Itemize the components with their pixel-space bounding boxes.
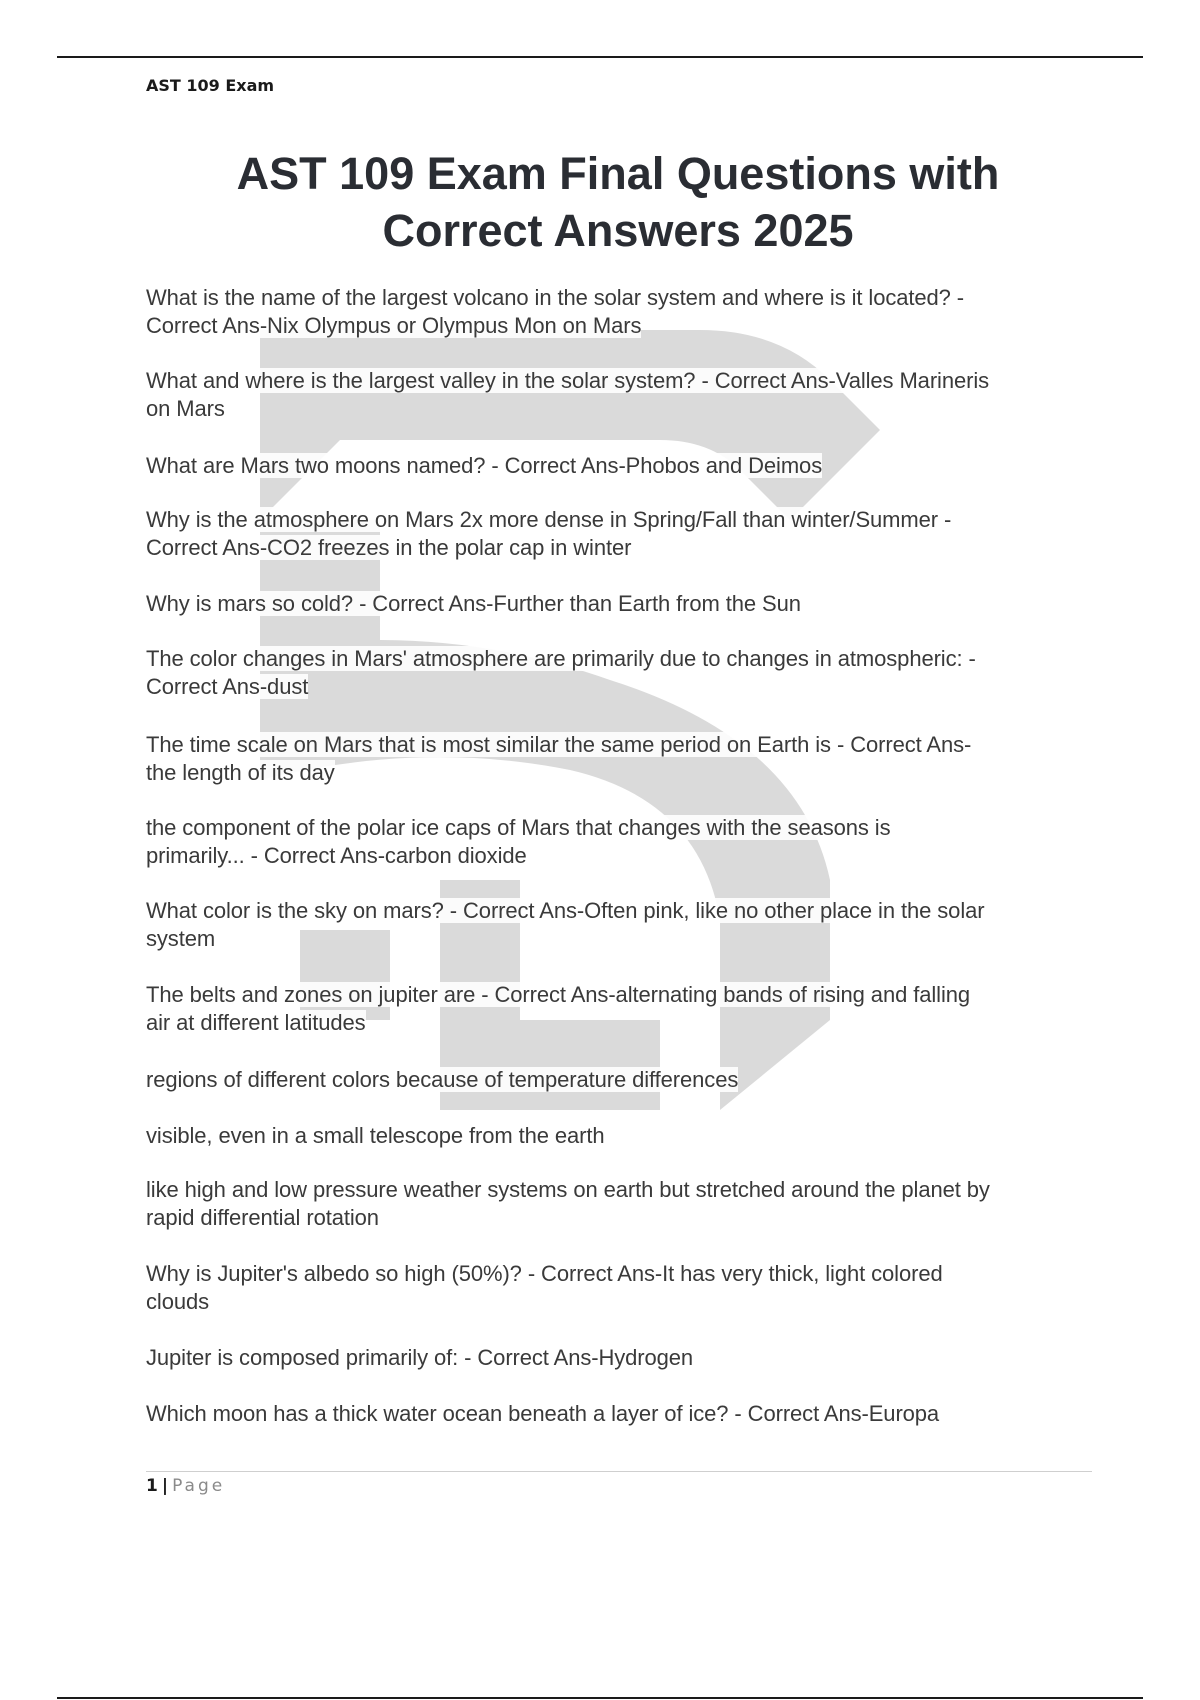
qa-item: [146, 590, 1096, 618]
qa-line-text: What and where is the largest valley in the solar system? - Correct Ans-Valles Marineris: [146, 368, 990, 393]
qa-line-text: The time scale on Mars that is most similar the same period on Earth is - Correct Ans-: [146, 732, 972, 757]
qa-line-text: the component of the polar ice caps of Mars that changes with the seasons is: [146, 815, 891, 840]
qa-line: [146, 897, 1096, 925]
title-line-1: AST 109 Exam Final Questions with: [236, 148, 1000, 199]
qa-line: [146, 506, 1096, 534]
qa-item: [146, 814, 1096, 870]
qa-item: [146, 1400, 1096, 1428]
qa-line-text: What color is the sky on mars? - Correct Ans-Often pink, like no other place in the solar: [146, 898, 985, 923]
qa-line: [146, 312, 1096, 340]
page-footer: [146, 1476, 225, 1496]
page-label: Page: [172, 1476, 226, 1496]
qa-line: [146, 1288, 1096, 1316]
qa-line-text: The color changes in Mars' atmosphere are primarily due to changes in atmospheric: -: [146, 646, 976, 671]
qa-line-text: What is the name of the largest volcano in the solar system and where is it located? -: [146, 285, 965, 310]
qa-line: [146, 1400, 1096, 1428]
qa-line-text: the length of its day: [146, 760, 335, 785]
qa-line: [146, 981, 1096, 1009]
footer-separator: |: [161, 1476, 169, 1496]
bottom-rule: [57, 1697, 1143, 1699]
qa-line: [146, 673, 1096, 701]
qa-line: [146, 452, 1096, 480]
qa-line-text: air at different latitudes: [146, 1010, 366, 1035]
qa-line-text: Correct Ans-dust: [146, 674, 309, 699]
qa-item: [146, 1122, 1096, 1150]
qa-line-text: system: [146, 926, 216, 951]
qa-line: [146, 367, 1096, 395]
qa-line: [146, 759, 1096, 787]
footer-rule: [146, 1471, 1092, 1472]
qa-line: [146, 284, 1096, 312]
qa-item: [146, 452, 1096, 480]
qa-line: [146, 925, 1096, 953]
qa-line: [146, 1009, 1096, 1037]
qa-item: [146, 506, 1096, 562]
qa-item: [146, 981, 1096, 1037]
qa-item: [146, 1066, 1096, 1094]
qa-line: [146, 1066, 1096, 1094]
top-rule: [57, 56, 1143, 58]
qa-line-text: clouds: [146, 1289, 209, 1314]
qa-line-text: Jupiter is composed primarily of: - Correct Ans-Hydrogen: [146, 1345, 694, 1370]
qa-line: [146, 645, 1096, 673]
qa-line: [146, 731, 1096, 759]
qa-line: [146, 590, 1096, 618]
qa-line: [146, 534, 1096, 562]
qa-line: [146, 814, 1096, 842]
qa-line: [146, 1344, 1096, 1372]
qa-line-text: primarily... - Correct Ans-carbon dioxide: [146, 843, 527, 868]
qa-item: [146, 731, 1096, 787]
qa-line: [146, 842, 1096, 870]
running-header: AST 109 Exam: [146, 76, 275, 95]
qa-line: [146, 1260, 1096, 1288]
qa-line: [146, 1176, 1096, 1204]
qa-line-text: Correct Ans-CO2 freezes in the polar cap in winter: [146, 535, 632, 560]
document-title: [120, 145, 1116, 259]
qa-line: [146, 395, 1096, 423]
qa-item: [146, 367, 1096, 423]
qa-line-text: Correct Ans-Nix Olympus or Olympus Mon on Mars: [146, 313, 642, 338]
qa-line: [146, 1122, 1096, 1150]
qa-line-text: regions of different colors because of temperature differences: [146, 1067, 739, 1092]
qa-item: [146, 645, 1096, 701]
qa-item: [146, 1176, 1096, 1232]
title-line-2: Correct Answers 2025: [382, 205, 854, 256]
qa-line-text: Why is mars so cold? - Correct Ans-Further than Earth from the Sun: [146, 591, 801, 616]
qa-item: [146, 284, 1096, 340]
qa-line-text: Which moon has a thick water ocean beneath a layer of ice? - Correct Ans-Europa: [146, 1401, 940, 1426]
qa-line-text: The belts and zones on jupiter are - Correct Ans-alternating bands of rising and falling: [146, 982, 971, 1007]
qa-line-text: Why is Jupiter's albedo so high (50%)? - Correct Ans-It has very thick, light colored: [146, 1261, 943, 1286]
qa-line-text: on Mars: [146, 396, 225, 421]
qa-line-text: visible, even in a small telescope from the earth: [146, 1123, 605, 1148]
qa-line-text: rapid differential rotation: [146, 1205, 379, 1230]
qa-item: [146, 1260, 1096, 1316]
qa-item: [146, 897, 1096, 953]
qa-line-text: Why is the atmosphere on Mars 2x more dense in Spring/Fall than winter/Summer -: [146, 507, 952, 532]
qa-line: [146, 1204, 1096, 1232]
qa-line-text: What are Mars two moons named? - Correct Ans-Phobos and Deimos: [146, 453, 823, 478]
qa-line-text: like high and low pressure weather systems on earth but stretched around the planet by: [146, 1177, 990, 1202]
page-number: 1: [146, 1476, 158, 1496]
qa-item: [146, 1344, 1096, 1372]
